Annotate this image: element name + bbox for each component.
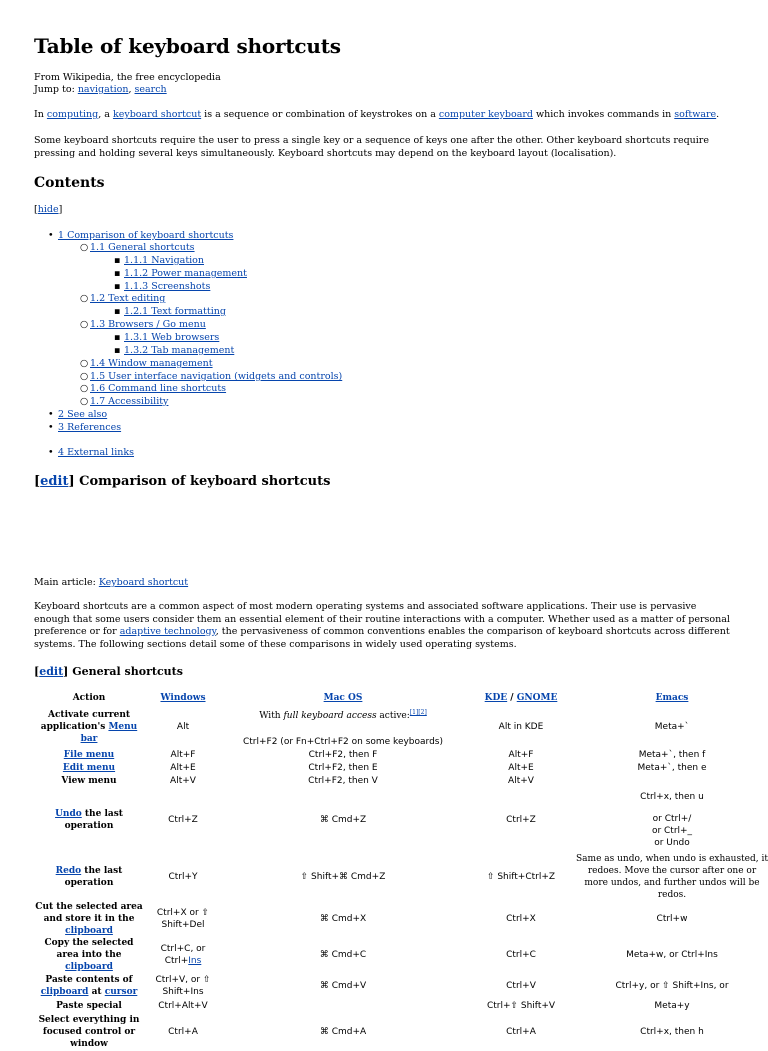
text: is a sequence or combination of keystrokes on a: [201, 109, 439, 120]
macos-cell: Ctrl+F2, then F: [308, 749, 378, 760]
macos-cell: ⇧ Shift+⌘ Cmd+Z: [300, 872, 386, 882]
page-title: Table of keyboard shortcuts: [34, 34, 341, 58]
macos-cell: Ctrl+F2, then V: [308, 775, 378, 786]
edit-menu-link[interactable]: Edit menu: [62, 762, 116, 773]
windows-cell: Ctrl+Z: [168, 815, 198, 825]
col-windows: [148, 690, 218, 706]
ins-link[interactable]: Ins: [188, 956, 202, 966]
jump-navigation-link[interactable]: navigation: [77, 84, 129, 95]
table-row: [30, 774, 768, 787]
text: Keyboard shortcuts are a common aspect of most modern operating systems and associated software applications. Their use is pervasive enough that some users consider them an essential element of their routine interactions with a computer. Whether used as a matter of personal preference or for: [34, 601, 730, 637]
clipboard-link[interactable]: clipboard: [65, 962, 113, 972]
emacs-cell: Same as undo, when undo is exhausted, it redoes. Move the cursor after one or more undos, and further undos will be redos.: [576, 854, 768, 900]
toc-item[interactable]: [80, 383, 226, 395]
text: , the pervasiveness of common conventions enables the comparison of keyboard shortcuts across different systems. The following sections detail some of these comparisons in widely used operating systems.: [34, 626, 730, 650]
toc-item[interactable]: [114, 255, 204, 267]
windows-cell: Ctrl+X or ⇧ Shift+Del: [156, 908, 210, 930]
macos-link[interactable]: Mac OS: [323, 693, 363, 703]
windows-cell: Alt: [176, 722, 190, 732]
action-cell: [30, 706, 148, 748]
text: In: [34, 109, 47, 120]
table-row: [30, 1013, 768, 1051]
circle-bullet-icon: ○: [80, 358, 89, 369]
circle-bullet-icon: ○: [80, 396, 89, 407]
toc-link[interactable]: 3 References: [58, 422, 122, 433]
windows-cell: Ctrl+Alt+V: [158, 1001, 208, 1011]
kde-link[interactable]: KDE: [484, 693, 508, 703]
section-general-heading: [edit] General shortcuts: [34, 665, 183, 678]
toc-link[interactable]: 1.1 General shortcuts: [90, 242, 195, 253]
software-link[interactable]: software: [674, 109, 717, 120]
emacs-cell: Ctrl+w: [656, 914, 688, 924]
windows-cell: Alt+E: [170, 762, 196, 773]
macos-cell: ⌘ Cmd+A: [319, 1027, 367, 1037]
kde-cell: Ctrl+⇧ Shift+V: [486, 1001, 556, 1011]
macos-cell: ⌘ Cmd+X: [319, 914, 367, 924]
toc-item[interactable]: [48, 230, 233, 242]
section-title: General shortcuts: [72, 665, 183, 678]
circle-bullet-icon: ○: [80, 383, 89, 394]
toc-item[interactable]: [80, 319, 206, 331]
bullet-icon: •: [48, 447, 54, 458]
jump-search-link[interactable]: search: [134, 84, 167, 95]
square-bullet-icon: ▪: [114, 345, 121, 356]
toc-item[interactable]: [80, 396, 168, 408]
macos-cell: [218, 999, 468, 1013]
table-row: [30, 937, 768, 973]
emacs-cell: Meta+`, then f: [638, 749, 706, 760]
bracket: ]: [68, 474, 75, 489]
action-cell: [30, 761, 148, 774]
clipboard-link[interactable]: clipboard: [65, 926, 113, 936]
table-row: [30, 761, 768, 774]
toc-item[interactable]: [114, 268, 247, 280]
file-menu-link[interactable]: File menu: [63, 749, 115, 760]
emacs-cell: [574, 787, 768, 853]
toc-item[interactable]: [48, 447, 134, 459]
emacs-cell: Ctrl+y, or ⇧ Shift+Ins, or: [615, 981, 729, 991]
hide-link[interactable]: hide: [37, 204, 59, 215]
text: Ctrl+C, or Ctrl+: [160, 944, 206, 966]
action-cell: [30, 748, 148, 761]
text: With: [259, 710, 284, 721]
emacs-link[interactable]: Emacs: [655, 693, 689, 703]
col-action: Action: [72, 693, 106, 703]
action-cell: [30, 787, 148, 853]
toc-item[interactable]: [114, 345, 234, 357]
kde-cell: Ctrl+X: [506, 914, 536, 924]
edit-link[interactable]: edit: [40, 474, 69, 489]
toc-link[interactable]: 1.3.2 Tab management: [124, 345, 235, 356]
text: Copy the selected area into the: [44, 938, 134, 960]
cursor-link[interactable]: cursor: [104, 987, 138, 997]
action-cell: [30, 853, 148, 901]
toc-link[interactable]: 1 Comparison of keyboard shortcuts: [58, 230, 234, 241]
toc-item[interactable]: [80, 371, 342, 383]
text: Activate current application's: [40, 710, 131, 732]
line: or Ctrl+_: [651, 826, 693, 836]
mac-note: [220, 707, 466, 722]
macos-cell: ⌘ Cmd+C: [319, 950, 367, 960]
toc-item[interactable]: [114, 281, 210, 293]
toc-link[interactable]: 1.3.1 Web browsers: [124, 332, 220, 343]
line: Ctrl+x, then u: [640, 792, 704, 802]
emacs-cell: Meta+w, or Ctrl+Ins: [626, 950, 718, 960]
bullet-icon: •: [48, 230, 54, 241]
toc-item[interactable]: [80, 358, 213, 370]
line: or Undo: [654, 838, 690, 848]
macos-cell: ⌘ Cmd+Z: [319, 815, 367, 825]
circle-bullet-icon: ○: [80, 371, 89, 382]
table-row: [30, 973, 768, 999]
toc-item[interactable]: [114, 332, 219, 344]
toc-link[interactable]: 1.1.3 Screenshots: [124, 281, 211, 292]
toc-link[interactable]: 1.2.1 Text formatting: [124, 306, 226, 317]
text: full keyboard access: [283, 710, 377, 721]
jump-sep: ,: [128, 84, 132, 95]
table-row: [30, 706, 768, 748]
action-cell: [30, 937, 148, 973]
col-emacs: [574, 690, 768, 706]
toc-link[interactable]: 1.4 Window management: [90, 358, 213, 369]
computing-link[interactable]: computing: [46, 109, 99, 120]
table-row: [30, 787, 768, 853]
section-comparison-heading: [34, 474, 330, 489]
comparison-paragraph: [34, 601, 734, 651]
contents-heading: Contents: [34, 175, 105, 191]
windows-cell: [148, 937, 218, 973]
shortcuts-table: [30, 690, 768, 1051]
square-bullet-icon: ▪: [114, 332, 121, 343]
circle-bullet-icon: ○: [80, 242, 89, 253]
kde-cell: Alt+V: [508, 775, 534, 786]
action-cell: View menu: [61, 775, 117, 786]
toc-link[interactable]: 1.7 Accessibility: [90, 396, 169, 407]
toc-item[interactable]: [48, 409, 107, 421]
bracket: ]: [58, 204, 63, 215]
mac-shortcut: Ctrl+F2 (or Fn+Ctrl+F2 on some keyboards): [242, 736, 443, 747]
emacs-cell: [574, 774, 768, 787]
square-bullet-icon: ▪: [114, 281, 121, 292]
macos-cell: Ctrl+F2, then E: [308, 762, 378, 773]
text: at: [88, 987, 105, 997]
windows-cell: Ctrl+Y: [168, 872, 198, 882]
menu-bar-link[interactable]: Menu bar: [80, 722, 138, 744]
toc-link[interactable]: 1.6 Command line shortcuts: [90, 383, 227, 394]
macos-cell: ⌘ Cmd+V: [319, 981, 367, 991]
emacs-cell: Meta+`: [654, 722, 690, 732]
toc-hide-toggle: [34, 204, 62, 215]
jump-prefix: Jump to:: [34, 84, 75, 95]
gnome-link[interactable]: GNOME: [516, 693, 558, 703]
windows-cell: Alt+F: [170, 749, 196, 760]
main-article-link[interactable]: Keyboard shortcut: [98, 577, 189, 588]
toc-link[interactable]: 1.5 User interface navigation (widgets and controls): [90, 371, 343, 382]
emacs-cell: Meta+`, then e: [637, 762, 707, 773]
text: Cut the selected area and store it in the: [35, 902, 143, 924]
action-cell: [30, 973, 148, 999]
text: Main article:: [34, 577, 96, 588]
toc-item[interactable]: [80, 242, 195, 254]
undo-link[interactable]: Undo: [55, 809, 82, 819]
action-cell: Paste special: [56, 1001, 122, 1011]
table-header-row: [30, 690, 768, 706]
text: Paste contents of: [45, 975, 133, 985]
emacs-cell: Meta+y: [654, 1001, 690, 1011]
circle-bullet-icon: ○: [80, 319, 89, 330]
bracket: [: [34, 204, 38, 215]
kde-cell: Alt+F: [508, 749, 534, 760]
col-kde-gnome: [468, 690, 574, 706]
slash: /: [507, 693, 517, 703]
windows-link[interactable]: Windows: [160, 693, 206, 703]
windows-cell: Ctrl+A: [168, 1027, 198, 1037]
windows-cell: Alt+V: [170, 775, 196, 786]
toc-link[interactable]: 1.2 Text editing: [90, 293, 166, 304]
text: which invokes commands in: [533, 109, 675, 120]
action-cell: [30, 901, 148, 937]
table-row: [30, 901, 768, 937]
toc-item[interactable]: [48, 422, 121, 434]
table-row: [30, 999, 768, 1013]
table-row: [30, 748, 768, 761]
intro-paragraph-2: Some keyboard shortcuts require the user to press a single key or a sequence of keys one after the other. Other keyboard shortcuts require pressing and holding several keys simultaneously. Keyboard shortcuts may depend on the keyboard layout (localisation).: [34, 135, 709, 159]
toc-link[interactable]: 4 External links: [58, 447, 135, 458]
text: , a: [98, 109, 113, 120]
kde-cell: Ctrl+C: [506, 950, 536, 960]
toc-link[interactable]: 1.1.1 Navigation: [124, 255, 205, 266]
col-macos: [218, 690, 468, 706]
kde-cell: Alt+E: [508, 762, 534, 773]
circle-bullet-icon: ○: [80, 293, 89, 304]
text: the last operation: [64, 866, 123, 888]
table-row: [30, 853, 768, 901]
computer-keyboard-link[interactable]: computer keyboard: [438, 109, 533, 120]
kde-cell: Alt in KDE: [498, 722, 544, 732]
toc-link[interactable]: 2 See also: [58, 409, 108, 420]
kde-cell: ⇧ Shift+Ctrl+Z: [486, 872, 556, 882]
text: the last operation: [64, 809, 123, 831]
toc-link[interactable]: 1.3 Browsers / Go menu: [90, 319, 206, 330]
macos-cell: [218, 706, 468, 748]
bullet-icon: •: [48, 409, 54, 420]
kde-cell: Ctrl+V: [506, 981, 536, 991]
kde-cell: Ctrl+Z: [506, 815, 536, 825]
square-bullet-icon: ▪: [114, 255, 121, 266]
bullet-icon: •: [48, 422, 54, 433]
square-bullet-icon: ▪: [114, 306, 121, 317]
adaptive-technology-link[interactable]: adaptive technology: [119, 626, 216, 637]
toc-item[interactable]: [114, 306, 226, 318]
redo-link[interactable]: Redo: [55, 866, 82, 876]
clipboard-link[interactable]: clipboard: [40, 987, 89, 997]
text: .: [716, 109, 720, 120]
keyboard-shortcut-link[interactable]: keyboard shortcut: [112, 109, 202, 120]
square-bullet-icon: ▪: [114, 268, 121, 279]
main-article-note: [34, 576, 734, 589]
kde-cell: Ctrl+A: [506, 1027, 536, 1037]
intro-paragraph-1: [34, 108, 734, 121]
edit-link[interactable]: edit: [39, 665, 64, 678]
windows-cell: Ctrl+V, or ⇧ Shift+Ins: [155, 975, 211, 997]
toc-item[interactable]: [80, 293, 165, 305]
toc-link[interactable]: 1.1.2 Power management: [124, 268, 247, 279]
section-title: Comparison of keyboard shortcuts: [79, 474, 331, 489]
reference-link[interactable]: [1][2]: [409, 708, 427, 716]
text: active:: [376, 710, 410, 721]
action-cell: Select everything in focused control or window: [38, 1015, 140, 1049]
jump-links: [34, 83, 734, 96]
line: or Ctrl+/: [652, 814, 692, 824]
bracket: [: [34, 474, 41, 489]
tagline: From Wikipedia, the free encyclopedia: [34, 72, 221, 83]
emacs-cell: Ctrl+x, then h: [640, 1027, 704, 1037]
